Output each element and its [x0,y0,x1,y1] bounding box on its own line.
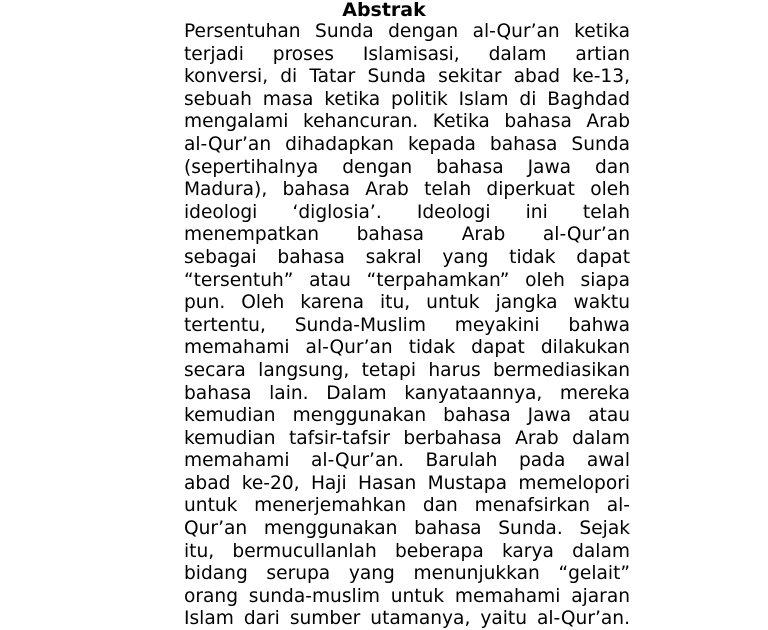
abstract-line: bidang serupa yang menunjukkan “gelait” [184,563,630,585]
abstract-line: tertentu, Sunda-Muslim meyakini bahwa [184,314,630,336]
abstract-line: secara langsung, tetapi harus bermediasikan [184,359,630,381]
abstract-line: “tersentuh” atau “terpahamkan” oleh siapa [184,269,630,291]
abstract-line: bahasa lain. Dalam kanyataannya, mereka [184,382,630,404]
abstract-line: (sepertihalnya dengan bahasa Jawa dan [184,156,630,178]
abstract-line: sebuah masa ketika politik Islam di Baghdad [184,88,630,110]
abstract-line: pun. Oleh karena itu, untuk jangka waktu [184,292,630,314]
abstract-line: memahami al-Qur’an tidak dapat dilakukan [184,337,630,359]
abstract-line: kemudian menggunakan bahasa Jawa atau [184,405,630,427]
abstract-line: mengalami kehancuran. Ketika bahasa Arab [184,111,630,133]
abstract-line: Qur’an menggunakan bahasa Sunda. Sejak [184,518,630,540]
abstract-line: kemudian tafsir-tafsir berbahasa Arab dalam [184,427,630,449]
abstract-line: al-Qur’an dihadapkan kepada bahasa Sunda [184,133,630,155]
abstract-line: orang sunda-muslim untuk memahami ajaran [184,585,630,607]
abstract-line: konversi, di Tatar Sunda sekitar abad ke-13, [184,66,630,88]
abstract-line: Persentuhan Sunda dengan al-Qur’an ketika [184,21,630,42]
abstract-line: terjadi proses Islamisasi, dalam artian [184,43,630,65]
abstract-line: Madura), bahasa Arab telah diperkuat oleh [184,179,630,201]
abstract-line: abad ke-20, Haji Hasan Mustapa memelopori [184,472,630,494]
abstract-line: memahami al-Qur’an. Barulah pada awal [184,450,630,472]
abstract-line: sebagai bahasa sakral yang tidak dapat [184,246,630,268]
abstract-line: ideologi ‘diglosia’. Ideologi ini telah [184,201,630,223]
abstract-line: Islam dari sumber utamanya, yaitu al-Qur’an. [184,608,630,630]
abstract-body [184,21,630,630]
abstract-line: menempatkan bahasa Arab al-Qur’an [184,224,630,246]
abstract-title: Abstrak [342,0,426,21]
abstract-line: untuk menerjemahkan dan menafsirkan al- [184,495,630,517]
abstract-line: itu, bermucullanlah beberapa karya dalam [184,540,630,562]
